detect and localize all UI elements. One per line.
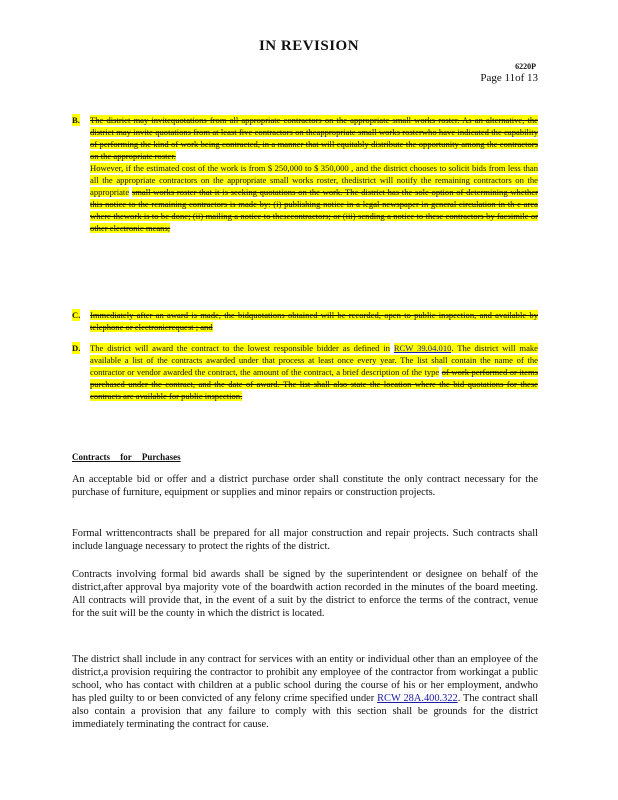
item-c-struck-text: Immediately after an award is made, the bidquotations obtained will be recorded, open to public inspection, and available by telephone or electronicrequest ; and [90,310,538,332]
paragraph-purchase-orders: An acceptable bid or offer and a district purchase order shall constitute the only contract necessary for the purchase of furniture, equipment or supplies and minor repairs or construction projects. [72,474,538,498]
document-number: 6220P [515,62,536,71]
item-d-text-1: The district will award the contract to the lowest responsible bidder as defined in [90,343,390,353]
item-b [72,114,538,300]
rcw-28a-link[interactable]: RCW 28A.400.322 [377,693,458,704]
item-d-rcw-link[interactable]: RCW 39.04.010 [393,343,452,353]
paragraph-service-contracts-text-2: . The contract shall also contain a provision that any failure to comply with this section shall be grounds for the district immediately terminating the contract for cause. [72,693,538,730]
paragraph-service-contracts [72,653,538,731]
item-b-struck-text-2: small works roster that it is seeking quotations on the work. The district has the sole option of determining whether this notice to the remaining contractors is made by: (i) publishing notice in a legal newspaper in general circulation in th e area where thework is to be done; (ii) mailing a notice to thesecontractors; or (iii) sending a notice to these contractors by facsimile or other electronic means; [90,187,539,233]
paragraph-service-contracts-text-1: The district shall include in any contract for services with an entity or individual other than an employee of the district,a provision requiring the contractor to prohibit any employee of the contractor from workingat a public school, who has contact with children at a public school during the course of his or her employment, andwho has pled guilty to or been convicted of any felony crime specified under [72,654,538,704]
item-d-struck-text: of work performed or items purchased under the contract, and the date of award. The list shall also state the location where the bid quotations for these contracts are available for public inspection. [90,367,539,401]
item-c-label: C. [72,310,81,320]
item-b-label: B. [72,115,80,125]
item-b-struck-text-1: The district may invitequotations from all appropriate contractors on the appropriate small works roster. As an alternative, the district may invite quotations from at least five contractors on theappropriate small works rosterwho have indicated the capability of performing the kind of work being contracted, in a manner that will equitably distribute the opportunity among the contractors on the appropriate roster. [90,115,538,161]
item-d [72,342,538,438]
paragraph-formal-contracts: Formal writtencontracts shall be prepared for all major construction and repair projects. Such contracts shall include language necessary to protect the rights of the district. [72,528,538,552]
section-heading: Contracts for Purchases [72,452,181,462]
item-d-label: D. [72,343,81,353]
item-d-text-2: . The district will make available a list of the contracts awarded under that process at least once every year. The list shall contain the name of the contractor or vendor awarded the contract, the amount of the contract, a brief description of the type [90,343,538,377]
paragraph-bid-awards: Contracts involving formal bid awards shall be signed by the superintendent or designee on behalf of the district,after approval bya majority vote of the boardwith action recorded in the minutes of the board meeting. All contracts will provide that, in the event of a suit by the district to enforce the terms of the contract, venue for the suit will be the county in which the district is located. [72,569,538,619]
page-title: IN REVISION [258,38,360,54]
item-c [72,309,538,335]
page-number: Page 11of 13 [480,72,538,84]
item-b-text: However, if the estimated cost of the work is from $ 250,000 to $ 350,000 , and the district chooses to solicit bids from less than all the appropriate contractors on the appropriate small works roster, thedistrict will notify the remaining contractors on the appropriate [90,163,538,197]
